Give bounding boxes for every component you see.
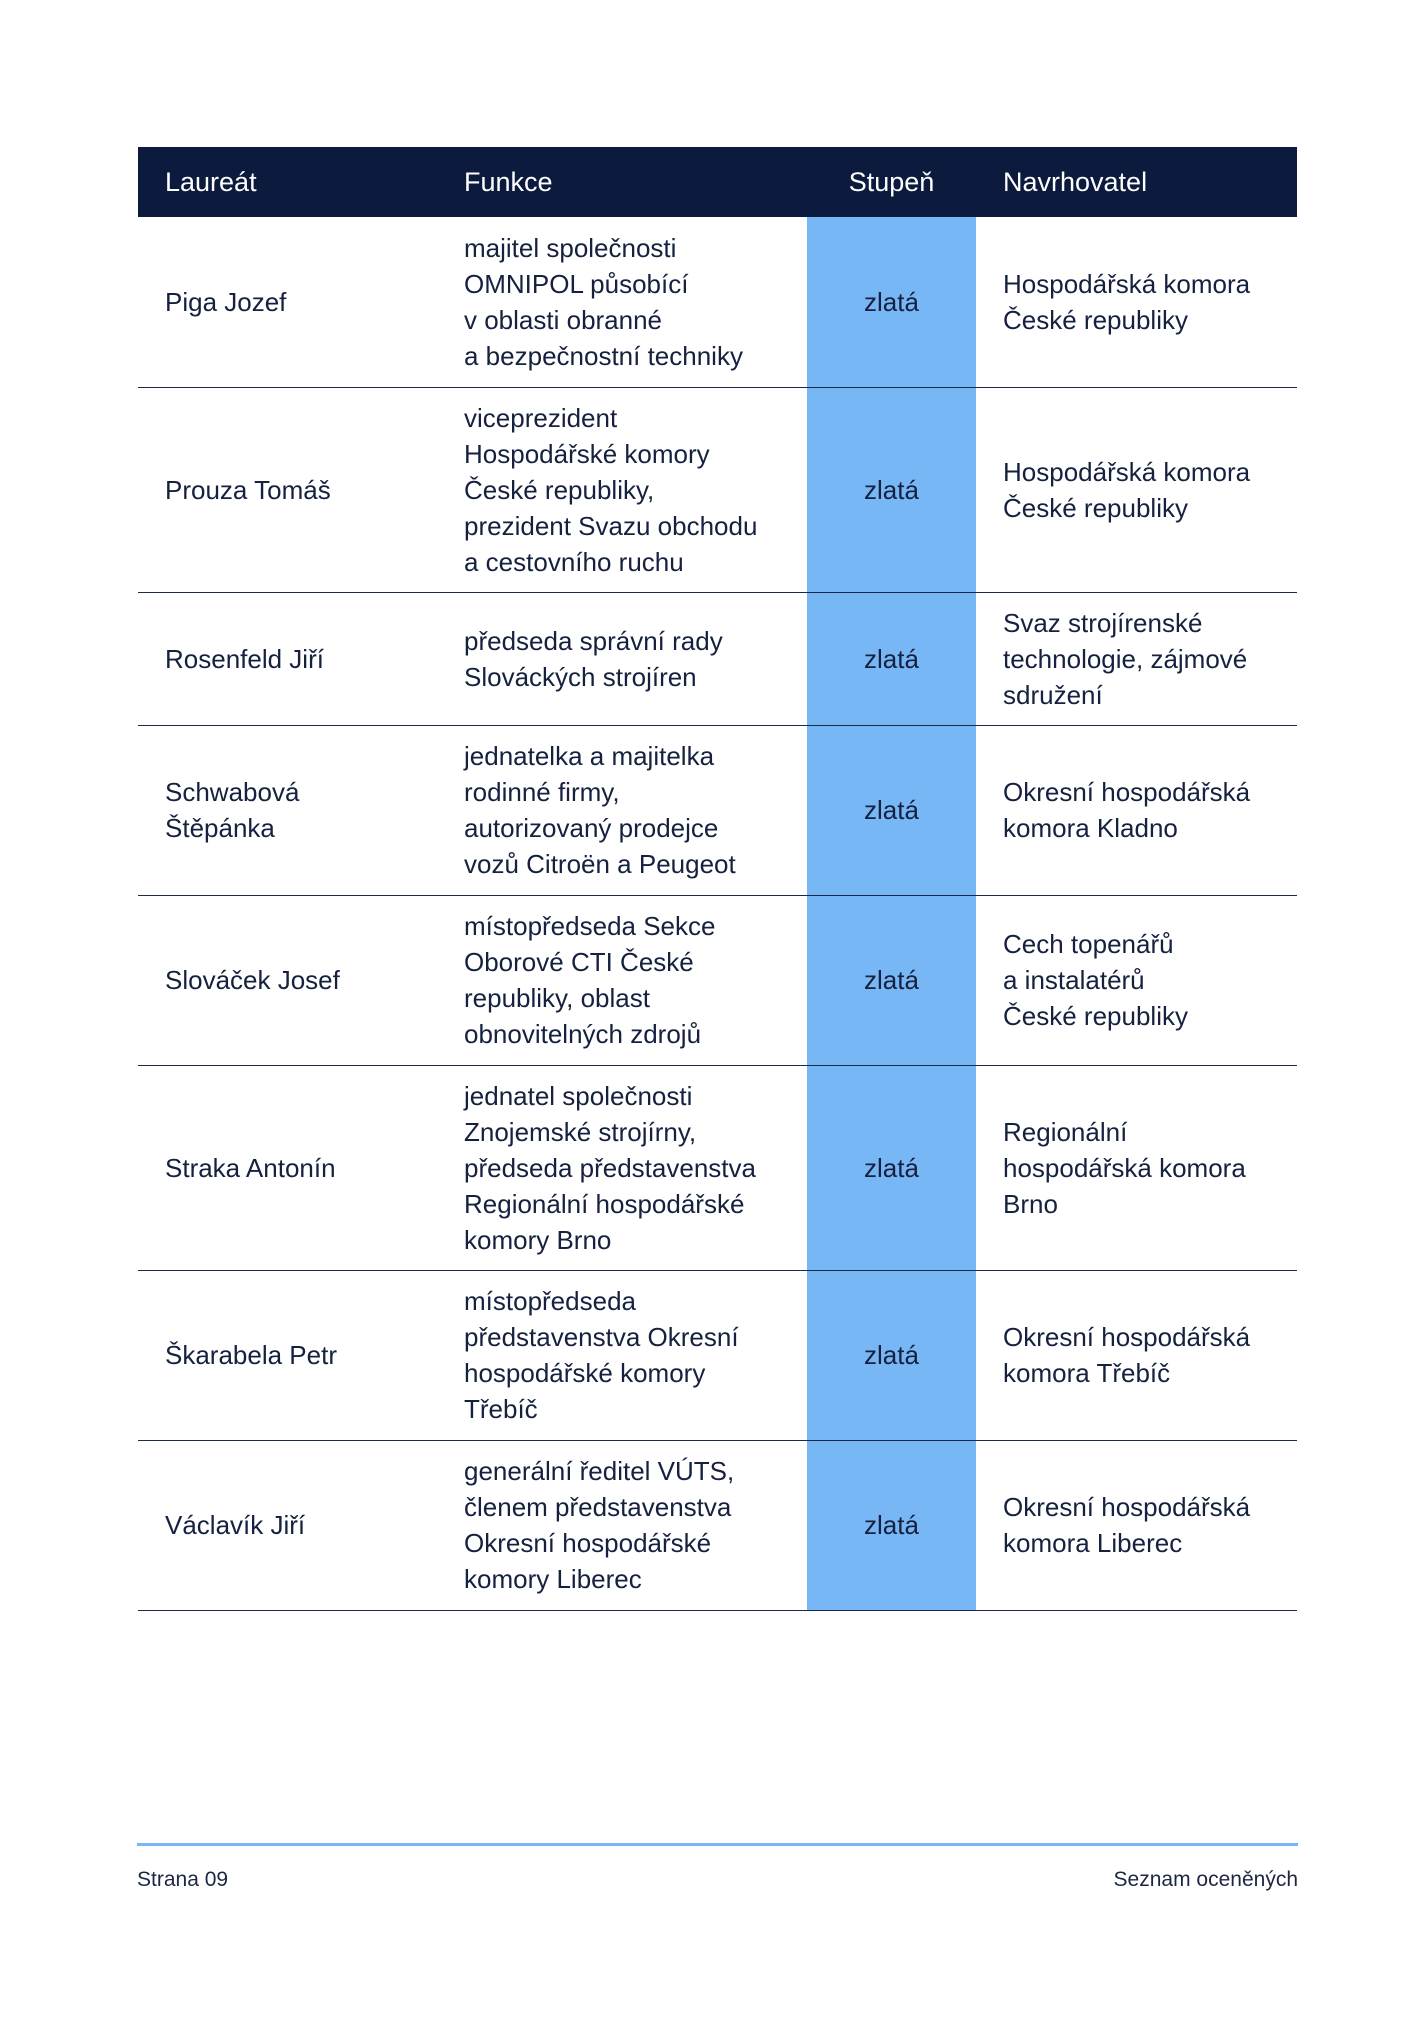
laureates-table	[138, 147, 1297, 1611]
cell-laureate: Škarabela Petr	[138, 1270, 437, 1440]
header-nominator: Navrhovatel	[976, 147, 1297, 217]
cell-degree: zlatá	[807, 592, 976, 725]
cell-nominator: Svaz strojírenské technologie, zájmové sdružení	[976, 592, 1297, 725]
header-function: Funkce	[437, 147, 807, 217]
cell-laureate: Schwabová Štěpánka	[138, 725, 437, 895]
cell-laureate: Václavík Jiří	[138, 1440, 437, 1610]
table-row	[138, 217, 1297, 387]
table-row	[138, 725, 1297, 895]
cell-nominator: Okresní hospodářská komora Kladno	[976, 725, 1297, 895]
cell-degree: zlatá	[807, 1065, 976, 1270]
cell-nominator: Hospodářská komora České republiky	[976, 387, 1297, 592]
table-row	[138, 387, 1297, 592]
table-row	[138, 1270, 1297, 1440]
cell-degree: zlatá	[807, 895, 976, 1065]
cell-nominator: Hospodářská komora České republiky	[976, 217, 1297, 387]
header-row	[138, 147, 1297, 217]
cell-laureate: Straka Antonín	[138, 1065, 437, 1270]
cell-function: generální ředitel VÚTS, členem představenstva Okresní hospodářské komory Liberec	[437, 1440, 807, 1610]
cell-laureate: Rosenfeld Jiří	[138, 592, 437, 725]
table-header	[138, 147, 1297, 217]
cell-degree: zlatá	[807, 387, 976, 592]
footer-divider	[137, 1843, 1298, 1846]
header-laureate: Laureát	[138, 147, 437, 217]
page-number: Strana 09	[137, 1868, 229, 1891]
cell-degree: zlatá	[807, 1270, 976, 1440]
table-row	[138, 1065, 1297, 1270]
table-row	[138, 895, 1297, 1065]
cell-function: viceprezident Hospodářské komory České republiky, prezident Svazu obchodu a cestovního ruchu	[437, 387, 807, 592]
cell-nominator: Cech topenářů a instalatérů České republiky	[976, 895, 1297, 1065]
cell-degree: zlatá	[807, 217, 976, 387]
cell-function: místopředseda představenstva Okresní hospodářské komory Třebíč	[437, 1270, 807, 1440]
table-row	[138, 1440, 1297, 1610]
header-degree: Stupeň	[807, 147, 976, 217]
cell-nominator: Okresní hospodářská komora Liberec	[976, 1440, 1297, 1610]
table-row	[138, 592, 1297, 725]
cell-function: jednatelka a majitelka rodinné firmy, autorizovaný prodejce vozů Citroën a Peugeot	[437, 725, 807, 895]
cell-degree: zlatá	[807, 1440, 976, 1610]
cell-function: předseda správní rady Slováckých strojíren	[437, 592, 807, 725]
cell-nominator: Okresní hospodářská komora Třebíč	[976, 1270, 1297, 1440]
cell-laureate: Prouza Tomáš	[138, 387, 437, 592]
table-body	[138, 217, 1297, 1610]
cell-function: jednatel společnosti Znojemské strojírny, předseda představenstva Regionální hospodářské komory Brno	[437, 1065, 807, 1270]
section-title: Seznam oceněných	[1113, 1868, 1298, 1891]
cell-degree: zlatá	[807, 725, 976, 895]
cell-laureate: Piga Jozef	[138, 217, 437, 387]
cell-nominator: Regionální hospodářská komora Brno	[976, 1065, 1297, 1270]
cell-function: místopředseda Sekce Oborové CTI České republiky, oblast obnovitelných zdrojů	[437, 895, 807, 1065]
cell-laureate: Slováček Josef	[138, 895, 437, 1065]
cell-function: majitel společnosti OMNIPOL působící v oblasti obranné a bezpečnostní techniky	[437, 217, 807, 387]
